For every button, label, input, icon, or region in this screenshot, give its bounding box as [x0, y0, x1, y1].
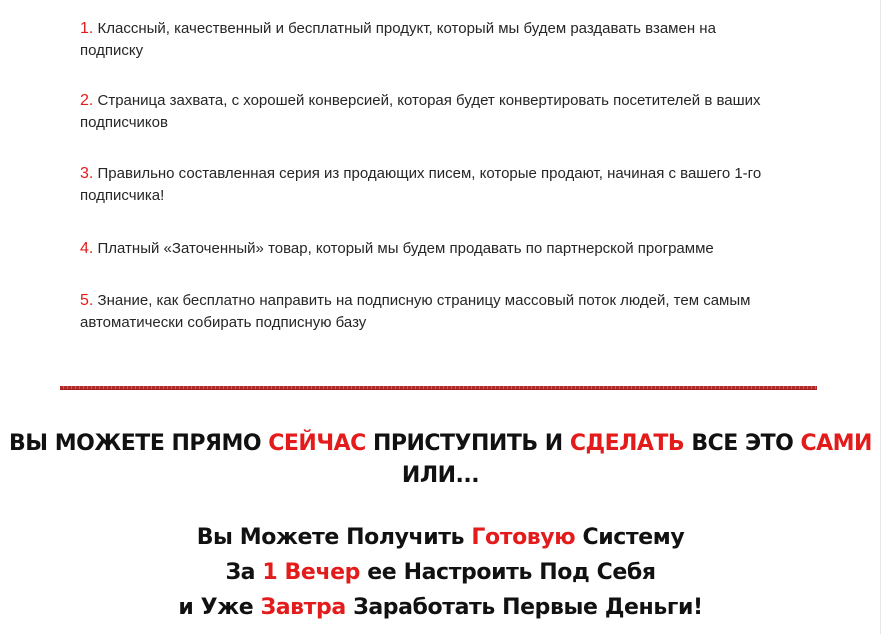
item-text-cont: подписку [80, 42, 144, 59]
offer-text: и Уже [178, 595, 261, 620]
headline-line-2: ИЛИ... [401, 463, 480, 488]
item-text: Классный, качественный и бесплатный продукт, который мы будем раздавать взамен на [93, 20, 716, 37]
item-text: Правильно составленная серия из продающих писем, которые продают, начиная с вашего 1-го [93, 165, 762, 182]
item-text: Знание, как бесплатно направить на подписную страницу массовый поток людей, тем самым [93, 292, 751, 309]
headline-text: ПРИСТУПИТЬ И [365, 431, 570, 456]
item-number: 2. [80, 92, 94, 109]
offer-text: За [225, 560, 263, 585]
headline-accent: СДЕЛАТЬ [569, 431, 685, 456]
item-number: 1. [80, 20, 94, 37]
item-number: 3. [80, 165, 94, 182]
item-number: 5. [80, 292, 94, 309]
offer-accent: Завтра [260, 595, 346, 620]
headline-accent: САМИ [800, 431, 872, 456]
list-item [80, 90, 800, 134]
offer-line-1 [0, 520, 881, 555]
item-text: Страница захвата, с хорошей конверсией, которая будет конвертировать посетителей в ваших [93, 92, 761, 109]
item-text-cont: подписчика! [80, 187, 165, 204]
offer-accent: 1 Вечер [262, 560, 361, 585]
list-item [80, 290, 800, 334]
offer-headline [0, 520, 881, 625]
headline-text: ВЫ МОЖЕТЕ ПРЯМО [9, 431, 269, 456]
headline-text: ВСЕ ЭТО [684, 431, 801, 456]
item-text: Платный «Заточенный» товар, который мы будем продавать по партнерской программе [93, 240, 714, 257]
offer-text: Вы Можете Получить [196, 525, 472, 550]
headline-accent: СЕЙЧАС [268, 431, 366, 456]
list-item [80, 18, 800, 62]
offer-line-2 [0, 555, 881, 590]
offer-line-3 [0, 590, 881, 625]
item-text-cont: подписчиков [80, 114, 168, 131]
headline-line-1 [0, 428, 881, 460]
section-divider [60, 386, 817, 390]
offer-text: Систему [575, 525, 685, 550]
list-item [80, 238, 800, 260]
item-number: 4. [80, 240, 94, 257]
offer-text: ее Настроить Под Себя [360, 560, 656, 585]
offer-text: Заработать Первые Деньги! [345, 595, 703, 620]
offer-accent: Готовую [471, 525, 576, 550]
list-item [80, 163, 800, 207]
item-text-cont: автоматически собирать подписную базу [80, 314, 367, 331]
main-headline [0, 428, 881, 492]
